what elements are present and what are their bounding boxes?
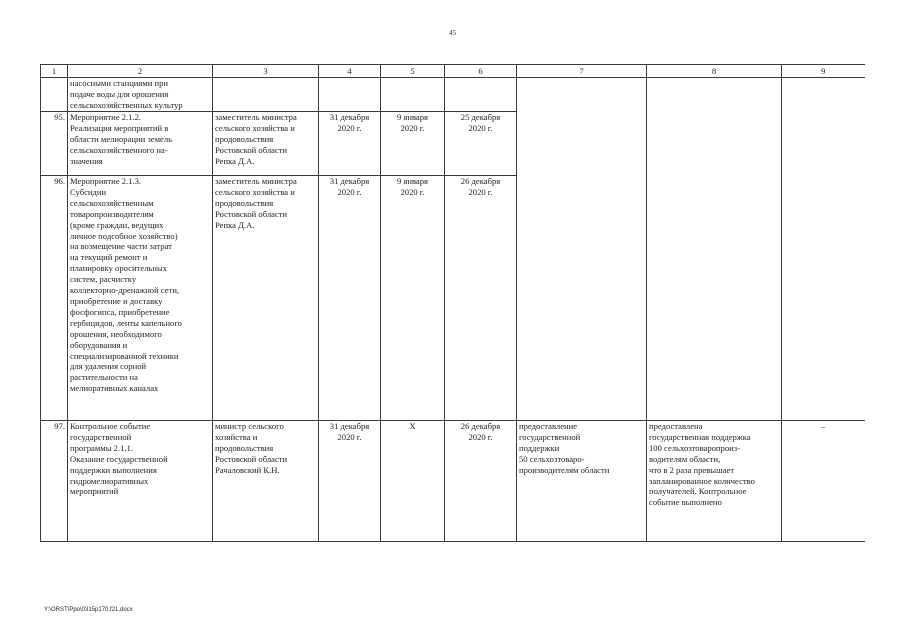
text-line: хозяйства и (215, 431, 258, 442)
text-line: производителям области (519, 464, 610, 475)
text-line: 2020 г. (337, 186, 362, 197)
text-line: области мелиорации земель (70, 133, 173, 144)
text-line: 50 сельхозтоваро- (519, 453, 585, 464)
text-line: 9 января (396, 112, 428, 122)
row-number (41, 78, 68, 112)
text-line: мероприятий (70, 486, 119, 497)
text-line: 31 декабря (329, 112, 370, 122)
text-line: Субсидии (70, 186, 107, 197)
text-line: предоставлена (649, 421, 703, 431)
text-line: Рачаловский К.Н. (215, 464, 280, 475)
result-plan (517, 78, 647, 421)
note-cell: – (782, 421, 865, 542)
text-line: гербицидов, ленты капельного (70, 317, 182, 328)
text-line: 25 декабря (460, 112, 501, 122)
text-line: сельского хозяйства и (215, 186, 295, 197)
text-line: продовольствия (215, 133, 274, 144)
header-row (41, 65, 865, 78)
text-line: поддержки (519, 442, 560, 453)
header-cell: 5 (381, 65, 445, 78)
text-line: X (409, 421, 416, 431)
text-line: программы 2.1.1. (70, 442, 133, 453)
text-line: 2020 г. (337, 122, 362, 133)
text-line: на текущий ремонт и (70, 252, 148, 263)
text-line: на возмещение части затрат (70, 241, 172, 252)
header-cell: 4 (319, 65, 381, 78)
text-line: приобретение и доставку (70, 295, 163, 306)
responsible (213, 176, 319, 421)
event-name (68, 112, 213, 176)
date-cell (445, 78, 517, 112)
text-line: 31 декабря (329, 421, 370, 431)
text-line: мелиоративных каналах (70, 383, 159, 394)
date-cell (319, 421, 381, 542)
header-cell: 2 (68, 65, 213, 78)
text-line: подаче воды для орошения (70, 88, 169, 99)
text-line: 2020 г. (400, 122, 425, 133)
text-line: 100 сельхозтоваропроиз- (649, 442, 740, 453)
text-line: сельскохозяйственным (70, 197, 154, 208)
text-line: 2020 г. (468, 186, 493, 197)
text-line: Репка Д.А. (215, 155, 255, 166)
row-number: 96. (41, 176, 68, 421)
date-cell (319, 78, 381, 112)
date-cell (445, 421, 517, 542)
table-row (41, 78, 865, 112)
document-table (40, 64, 865, 542)
text-line: Контрольное событие (70, 421, 151, 431)
date-cell (319, 112, 381, 176)
text-line: водителям области, (649, 453, 721, 464)
text-line: министр сельского (215, 421, 284, 431)
text-line: получателей. Контрольное (649, 486, 747, 497)
text-line: предоставление (519, 421, 578, 431)
row-number: 97. (41, 421, 68, 542)
text-line: 26 декабря (460, 176, 501, 186)
text-line: поддержки выполнения (70, 464, 157, 475)
text-line: коллекторно-дренажной сети, (70, 285, 180, 296)
text-line: планировку оросительных (70, 263, 168, 274)
text-line: Оказание государственной (70, 453, 168, 464)
text-line: Мероприятие 2.1.3. (70, 176, 142, 186)
text-line: фосфогипса, приобретение (70, 306, 170, 317)
text-line: государственная поддержка (649, 431, 751, 442)
text-line: продовольствия (215, 442, 274, 453)
page-number: 45 (449, 29, 456, 37)
text-line: 9 января (396, 176, 428, 186)
text-line: государственной (519, 431, 581, 442)
header-cell: 1 (41, 65, 68, 78)
text-line: для удаления сорной (70, 361, 147, 372)
result-fact (647, 421, 782, 542)
text-line: Репка Д.А. (215, 219, 255, 230)
header-cell: 8 (647, 65, 782, 78)
row-number: 95. (41, 112, 68, 176)
text-line: гидромелиоративных (70, 475, 149, 486)
text-line: сельскохозяйственного на- (70, 144, 168, 155)
text-line: Ростовской области (215, 208, 288, 219)
note-cell (782, 78, 865, 421)
text-line: личное подсобное хозяйство) (70, 230, 178, 241)
event-name (68, 78, 213, 112)
text-line: Ростовской области (215, 144, 288, 155)
text-line: 2020 г. (468, 431, 493, 442)
text-line: что в 2 раза превышает (649, 464, 735, 475)
text-line: оборудования и (70, 339, 128, 350)
responsible (213, 421, 319, 542)
text-line: 2020 г. (468, 122, 493, 133)
text-line: Реализация мероприятий в (70, 122, 169, 133)
result-plan (517, 421, 647, 542)
text-line: Ростовской области (215, 453, 288, 464)
text-line: сельскохозяйственных культур (70, 99, 183, 110)
text-line: 2020 г. (400, 186, 425, 197)
text-line: государственной (70, 431, 132, 442)
table-row (41, 421, 865, 542)
text-line: продовольствия (215, 197, 274, 208)
header-cell: 6 (445, 65, 517, 78)
text-line: 31 декабря (329, 176, 370, 186)
result-fact (647, 78, 782, 421)
text-line: 26 декабря (460, 421, 501, 431)
text-line: Мероприятие 2.1.2. (70, 112, 142, 122)
text-line: растительности на (70, 372, 138, 383)
date-cell (381, 112, 445, 176)
text-line: заместитель министра (215, 112, 297, 122)
header-cell: 3 (213, 65, 319, 78)
date-cell (381, 421, 445, 542)
date-cell (381, 78, 445, 112)
date-cell (445, 112, 517, 176)
text-line: товаропроизводителям (70, 208, 154, 219)
text-line: систем, расчистку (70, 274, 137, 285)
text-line: значения (70, 155, 103, 166)
file-path-footer: Y:\ORST\Ppo\0315p170.f21.docx (44, 607, 133, 613)
responsible (213, 78, 319, 112)
date-cell (445, 176, 517, 421)
header-cell: 7 (517, 65, 647, 78)
text-line: орошения, необходимого (70, 328, 162, 339)
text-line: (кроме граждан, ведущих (70, 219, 164, 230)
text-line: насосными станциями при (70, 78, 169, 88)
text-line: сельского хозяйства и (215, 122, 295, 133)
event-name (68, 421, 213, 542)
responsible (213, 112, 319, 176)
text-line: 2020 г. (337, 431, 362, 442)
header-cell: 9 (782, 65, 865, 78)
text-line: событие выполнено (649, 497, 722, 508)
text-line: заместитель министра (215, 176, 297, 186)
text-line: специализированной техники (70, 350, 179, 361)
text-line: запланированное количество (649, 475, 755, 486)
date-cell (381, 176, 445, 421)
date-cell (319, 176, 381, 421)
event-name (68, 176, 213, 421)
